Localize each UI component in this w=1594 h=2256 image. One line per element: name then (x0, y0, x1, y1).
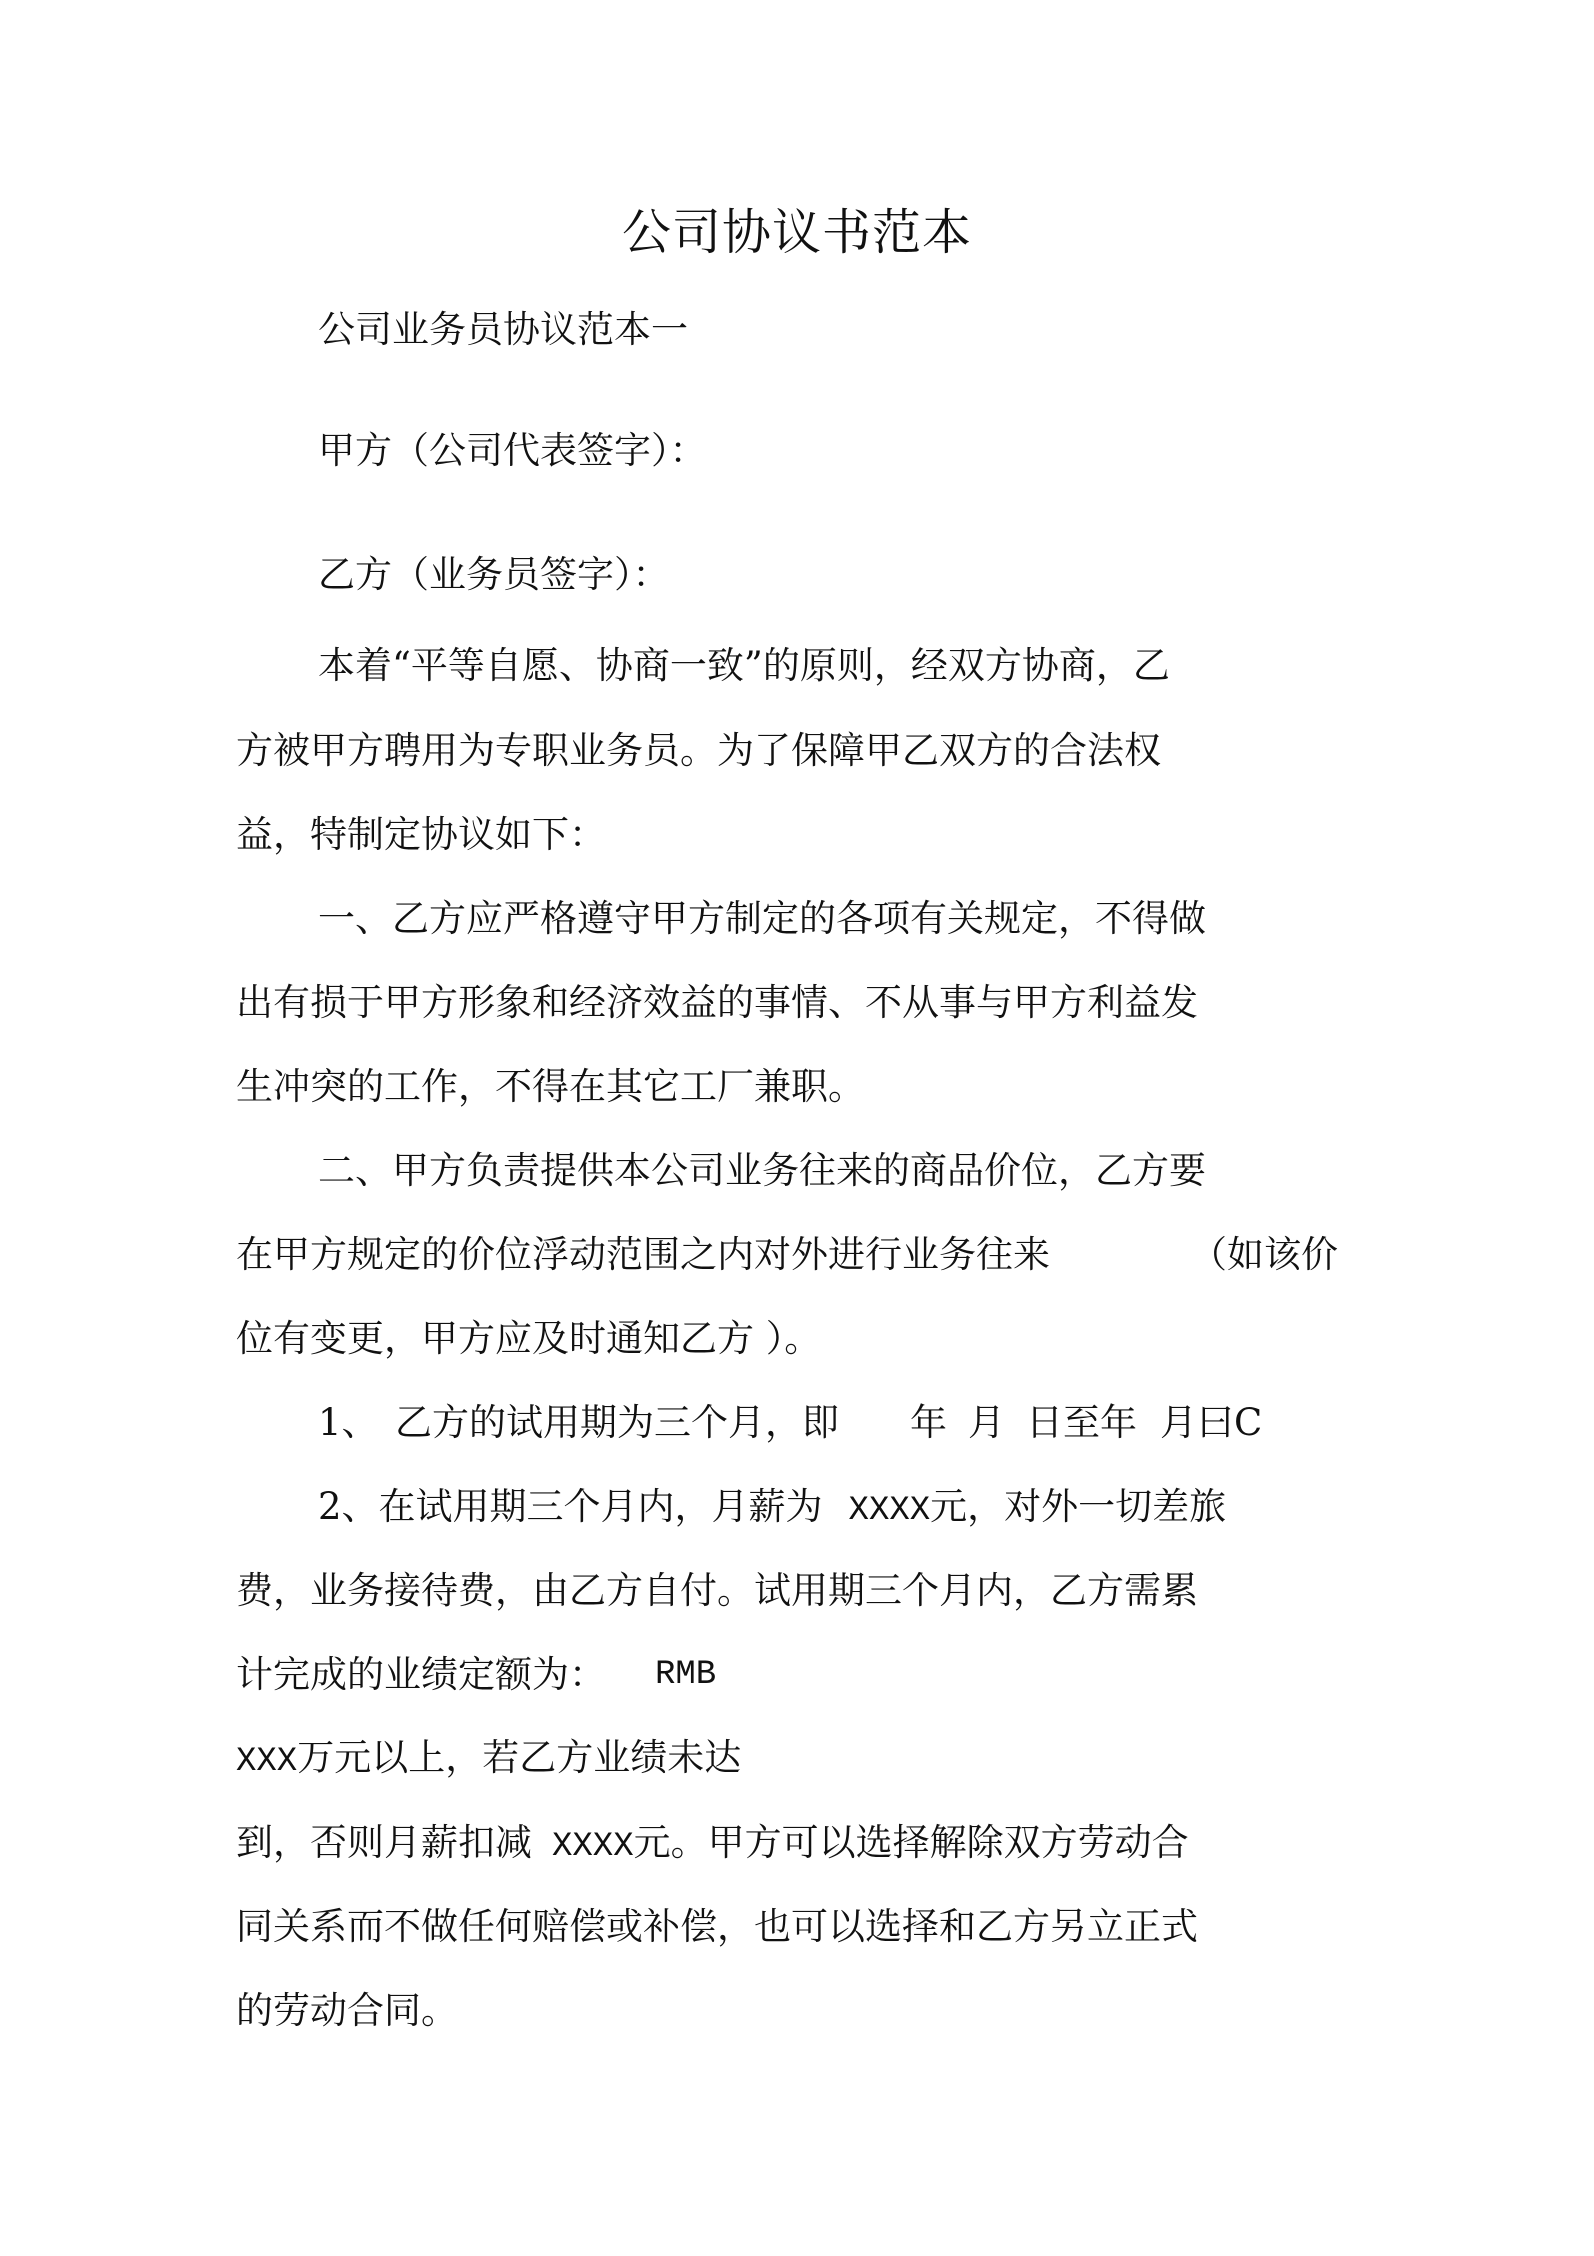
paragraph-line: 出有损于甲方形象和经济效益的事情、不从事与甲方利益发 (236, 981, 1198, 1024)
document-title: 公司协议书范本 (621, 204, 972, 261)
item-number: 1、 (318, 1401, 379, 1444)
paragraph-line: 生冲突的工作，不得在其它工厂兼职。 (236, 1065, 865, 1108)
currency-label: RMB (655, 1656, 717, 1694)
party-a-signature-line: 甲方（公司代表签字）： (318, 429, 707, 472)
paragraph-line: 位有变更，甲方应及时通知乙方 ）。 (236, 1317, 822, 1360)
document-subtitle: 公司业务员协议范本一 (318, 308, 688, 351)
paragraph-line: 方被甲方聘用为专职业务员。为了保障甲乙双方的合法权 (236, 729, 1161, 772)
paragraph-text: 乙方的试用期为三个月，即 (395, 1401, 839, 1444)
quota-placeholder: XXX (236, 1743, 298, 1781)
paragraph-line-tail: （如该价 (1190, 1233, 1338, 1276)
paragraph-line: 同关系而不做任何赔偿或补偿，也可以选择和乙方另立正式 (236, 1905, 1198, 1948)
paragraph-text: 元，对外一切差旅 (930, 1485, 1227, 1528)
paragraph-line (236, 1820, 1189, 1870)
paragraph-line: 在甲方规定的价位浮动范围之内对外进行业务往来 (236, 1233, 1050, 1276)
paragraph-text: 元。甲方可以选择解除双方劳动合 (633, 1821, 1189, 1864)
date-year-label: 年 (910, 1401, 947, 1444)
party-b-signature-line: 乙方（业务员签字）： (318, 553, 670, 596)
paragraph-line: 一、乙方应严格遵守甲方制定的各项有关规定，不得做 (318, 897, 1206, 940)
paragraph-line: 的劳动合同。 (236, 1989, 458, 2032)
paragraph-line (236, 1735, 741, 1785)
deduction-placeholder: XXXX (552, 1828, 634, 1866)
paragraph-line: 二、甲方负责提供本公司业务往来的商品价位，乙方要 (318, 1149, 1206, 1192)
paragraph-line: 益，特制定协议如下： (236, 813, 606, 856)
paragraph-text: 到，否则月薪扣减 (236, 1821, 532, 1864)
paragraph-line: 本着“平等自愿、协商一致”的原则，经双方协商，乙 (318, 644, 1170, 687)
date-end-label: 月曰C (1160, 1401, 1263, 1444)
date-day-label: 日至年 (1026, 1401, 1137, 1444)
paragraph-line: 费，业务接待费，由乙方自付。试用期三个月内，乙方需累 (236, 1569, 1198, 1612)
date-month-label: 月 (968, 1401, 1005, 1444)
paragraph-text: 2、在试用期三个月内，月薪为 (318, 1485, 823, 1528)
paragraph-line: 计完成的业绩定额为： (236, 1653, 606, 1696)
paragraph-line (318, 1484, 1226, 1534)
salary-placeholder: XXXX (848, 1492, 931, 1530)
paragraph-text: 万元以上，若乙方业绩未达 (297, 1736, 742, 1779)
